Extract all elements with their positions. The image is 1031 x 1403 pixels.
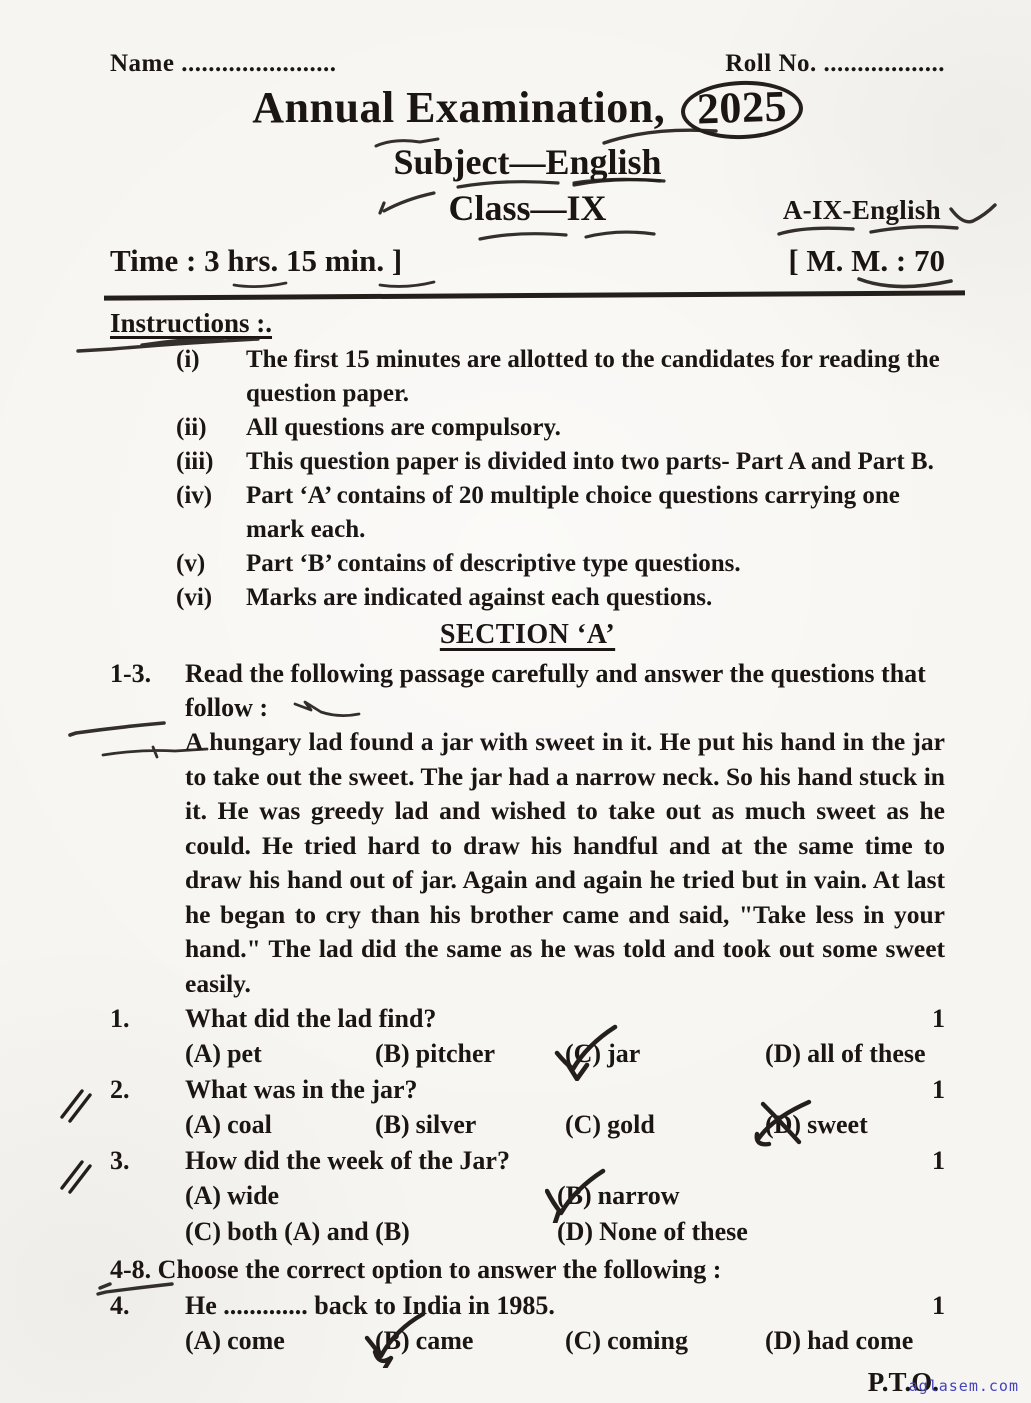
exam-title-text: Annual Examination, bbox=[252, 83, 666, 132]
header-row bbox=[110, 50, 945, 78]
question-number: 3. bbox=[110, 1144, 185, 1178]
instruction-item: (i) The first 15 minutes are allotted to the candidates for reading the question paper. bbox=[176, 346, 940, 408]
marks-badge: 1 bbox=[932, 1146, 945, 1176]
option-d: (D) None of these bbox=[557, 1217, 748, 1247]
option-c: (C) gold bbox=[565, 1110, 655, 1140]
option-a: (A) coal bbox=[185, 1110, 272, 1140]
marks-badge: 1 bbox=[932, 1075, 945, 1105]
max-marks: [ M. M. : 70 bbox=[788, 243, 945, 279]
hand-check-tail bbox=[947, 201, 999, 229]
reading-passage: A hungary lad found a jar with sweet in it. He put his hand in the jar to take out the sweet. The jar had a narrow neck. So his hand stuck in it. He was greedy lad and wished to take out as much sweet as he could. He tried hard to draw his handful and at the same time to draw his hand out of jar. Again and again he tried but in vain. At last he began to cry than his brother came and said, "Take less in your hand." The lad did the same as he was told and took out some sweet easily. bbox=[185, 725, 945, 1001]
instruction-item: (iv) Part ‘A’ contains of 20 multiple choice questions carrying one mark each. bbox=[176, 482, 900, 544]
question-4: 4. He ............. back to India in 1985. 1 bbox=[110, 1289, 945, 1323]
margin-tick-marks bbox=[58, 1087, 94, 1123]
subject-title: Subject—English bbox=[393, 141, 661, 183]
question-1: 1. What did the lad find? 1 bbox=[110, 1002, 945, 1036]
instructions-heading: Instructions :. bbox=[110, 308, 272, 339]
hand-scribble-arrow bbox=[291, 696, 363, 720]
question-3: 3. How did the week of the Jar? 1 bbox=[110, 1144, 945, 1178]
exam-title bbox=[110, 80, 945, 139]
hand-squiggle-under-time bbox=[230, 277, 490, 291]
sub-section-heading: 4-8. Choose the correct option to answer the following : bbox=[110, 1252, 945, 1288]
option-a: (A) pet bbox=[185, 1039, 262, 1069]
roll-no-field-label: Roll No. .................. bbox=[725, 50, 945, 77]
question-2: 2. What was in the jar? 1 bbox=[110, 1073, 945, 1107]
paper-code: A-IX-English bbox=[783, 195, 941, 226]
class-line bbox=[110, 187, 945, 233]
instruction-item: (ii) All questions are compulsory. bbox=[176, 414, 561, 442]
circled-year: 2025 bbox=[680, 79, 804, 141]
question-1-options bbox=[185, 1036, 945, 1072]
margin-tick-marks bbox=[58, 1158, 94, 1194]
option-b: (B) silver bbox=[375, 1110, 477, 1140]
hand-stroke-left-of-class bbox=[378, 189, 438, 215]
question-3-options bbox=[185, 1178, 945, 1250]
option-a: (A) come bbox=[185, 1326, 285, 1356]
option-b: (B) pitcher bbox=[375, 1039, 496, 1069]
question-4-options bbox=[185, 1323, 945, 1359]
section-a-heading: SECTION ‘A’ bbox=[439, 619, 616, 651]
question-2-options bbox=[185, 1107, 945, 1143]
option-b-marked: (B) came bbox=[375, 1323, 565, 1359]
passage-instruction-text: Read the following passage carefully and answer the questions that follow : bbox=[185, 659, 926, 723]
option-d: (D) all of these bbox=[765, 1039, 926, 1069]
passage-instruction bbox=[110, 657, 945, 725]
marks-badge: 1 bbox=[932, 1004, 945, 1034]
instruction-item: (vi) Marks are indicated against each questions. bbox=[176, 584, 713, 612]
subject-line bbox=[110, 141, 945, 183]
option-a: (A) wide bbox=[185, 1181, 280, 1211]
instruction-item: (iii) This question paper is divided into two parts- Part A and Part B. bbox=[176, 448, 934, 476]
hand-dash-under-range bbox=[68, 719, 168, 737]
option-c-marked: (C) jar bbox=[565, 1036, 765, 1072]
pto-label: P.T.O. bbox=[867, 1367, 939, 1398]
instruction-item: (v) Part ‘B’ contains of descriptive type questions. bbox=[176, 550, 741, 578]
time-allowed: Time : 3 hrs. 15 min. ] bbox=[110, 243, 402, 279]
class-title: Class—IX bbox=[448, 187, 606, 229]
hand-underline-class-below bbox=[478, 227, 658, 243]
instructions-list bbox=[110, 343, 945, 615]
option-c: (C) both (A) and (B) bbox=[185, 1217, 410, 1247]
watermark: aglasem.com bbox=[908, 1377, 1019, 1395]
question-range-number: 1-3. bbox=[110, 657, 185, 725]
question-number: 2. bbox=[110, 1073, 185, 1107]
name-field-label: Name ....................... bbox=[110, 50, 337, 77]
time-marks-row bbox=[110, 243, 945, 279]
option-d: (D) had come bbox=[765, 1326, 914, 1356]
marks-badge: 1 bbox=[932, 1291, 945, 1321]
option-b-marked: (B) narrow bbox=[557, 1178, 945, 1214]
option-c: (C) coming bbox=[565, 1326, 688, 1356]
question-range-4-8: 4-8. bbox=[110, 1252, 151, 1288]
option-d-marked: (D) sweet bbox=[765, 1107, 945, 1143]
